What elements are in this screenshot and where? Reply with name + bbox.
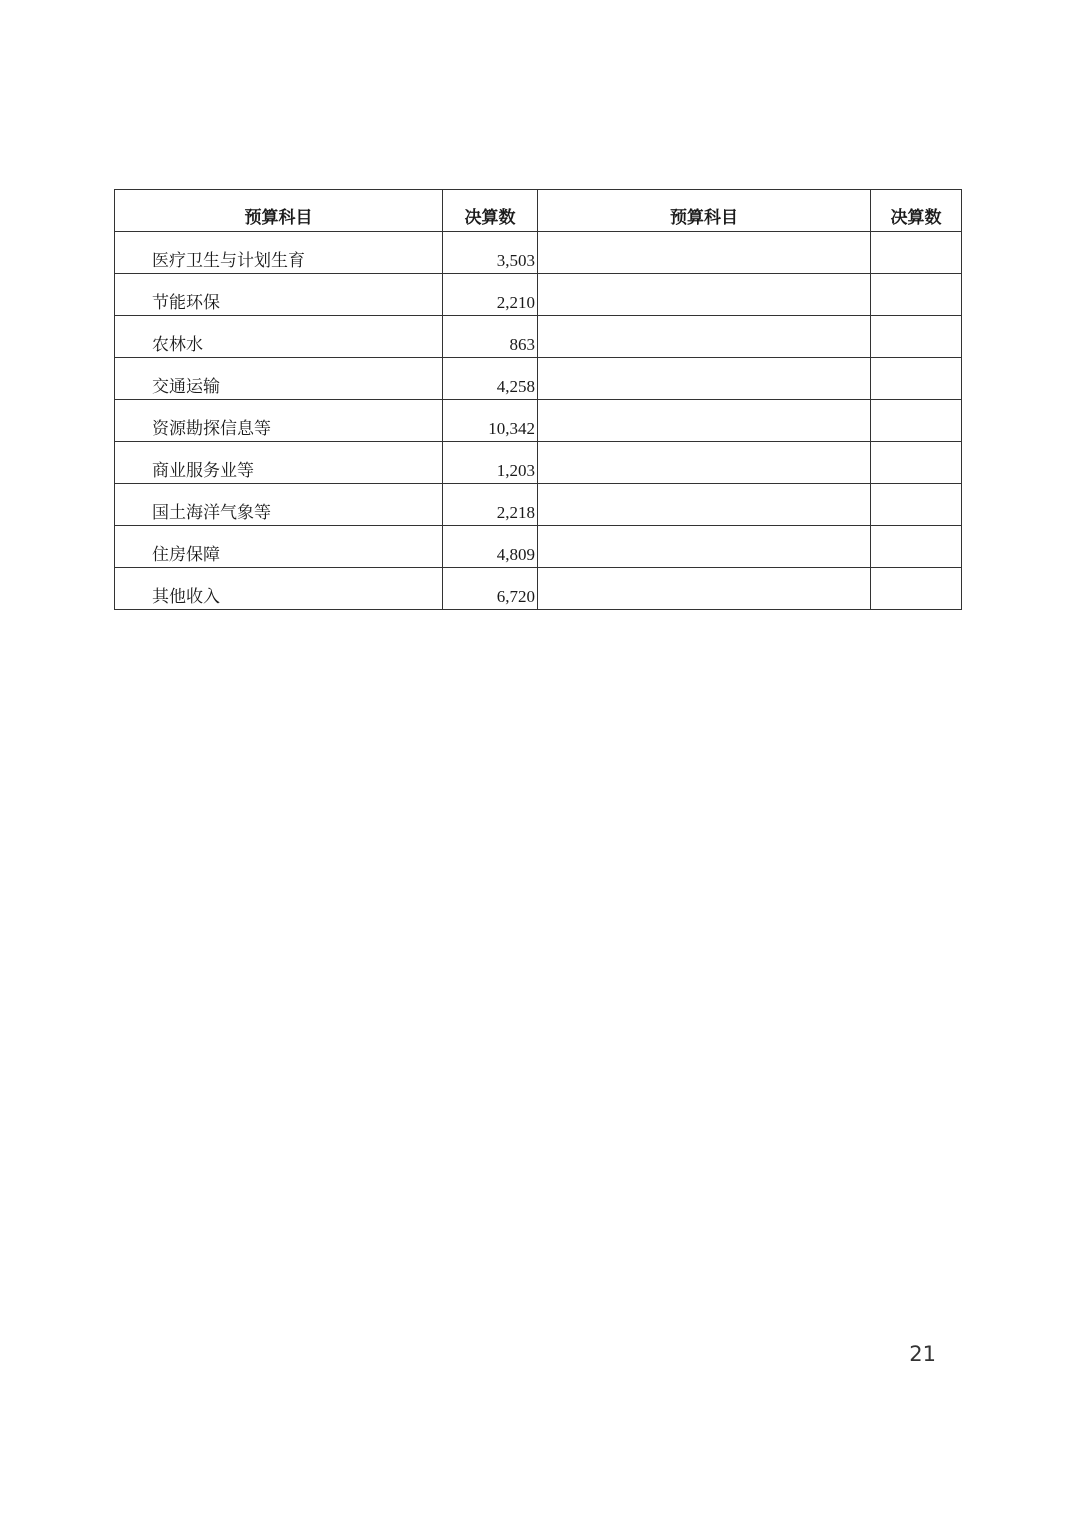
- row-item-right: [538, 232, 871, 274]
- row-item-right: [538, 274, 871, 316]
- row-amount-right: [871, 442, 962, 484]
- row-amount: 1,203: [443, 442, 538, 484]
- header-budget-item-right: 预算科目: [538, 190, 871, 232]
- table-row: [115, 568, 962, 610]
- row-item: 节能环保: [115, 274, 443, 316]
- row-item-right: [538, 526, 871, 568]
- table-row: [115, 484, 962, 526]
- row-item: 医疗卫生与计划生育: [115, 232, 443, 274]
- table-row: [115, 274, 962, 316]
- table-row: [115, 232, 962, 274]
- row-amount: 4,809: [443, 526, 538, 568]
- row-item-right: [538, 400, 871, 442]
- page-number: 21: [909, 1342, 936, 1366]
- row-item: 农林水: [115, 316, 443, 358]
- row-item: 其他收入: [115, 568, 443, 610]
- table-row: [115, 400, 962, 442]
- row-item-right: [538, 568, 871, 610]
- row-amount-right: [871, 316, 962, 358]
- table-row: [115, 442, 962, 484]
- row-amount: 10,342: [443, 400, 538, 442]
- header-final-amount-left: 决算数: [443, 190, 538, 232]
- row-amount: 863: [443, 316, 538, 358]
- table-row: [115, 358, 962, 400]
- table-header: [115, 190, 962, 232]
- row-amount: 3,503: [443, 232, 538, 274]
- header-budget-item-left: 预算科目: [115, 190, 443, 232]
- row-item: 住房保障: [115, 526, 443, 568]
- row-item-right: [538, 316, 871, 358]
- row-amount-right: [871, 484, 962, 526]
- row-amount-right: [871, 358, 962, 400]
- table-row: [115, 526, 962, 568]
- row-amount: 4,258: [443, 358, 538, 400]
- table-body: [115, 232, 962, 610]
- row-item-right: [538, 442, 871, 484]
- header-final-amount-right: 决算数: [871, 190, 962, 232]
- row-amount-right: [871, 400, 962, 442]
- row-item: 国土海洋气象等: [115, 484, 443, 526]
- row-amount-right: [871, 526, 962, 568]
- row-amount: 6,720: [443, 568, 538, 610]
- table-row: [115, 316, 962, 358]
- row-amount: 2,218: [443, 484, 538, 526]
- row-amount-right: [871, 568, 962, 610]
- row-amount-right: [871, 274, 962, 316]
- row-item-right: [538, 358, 871, 400]
- row-amount: 2,210: [443, 274, 538, 316]
- row-amount-right: [871, 232, 962, 274]
- row-item: 资源勘探信息等: [115, 400, 443, 442]
- header-row: [115, 190, 962, 232]
- row-item: 交通运输: [115, 358, 443, 400]
- budget-table: [114, 189, 962, 610]
- row-item-right: [538, 484, 871, 526]
- row-item: 商业服务业等: [115, 442, 443, 484]
